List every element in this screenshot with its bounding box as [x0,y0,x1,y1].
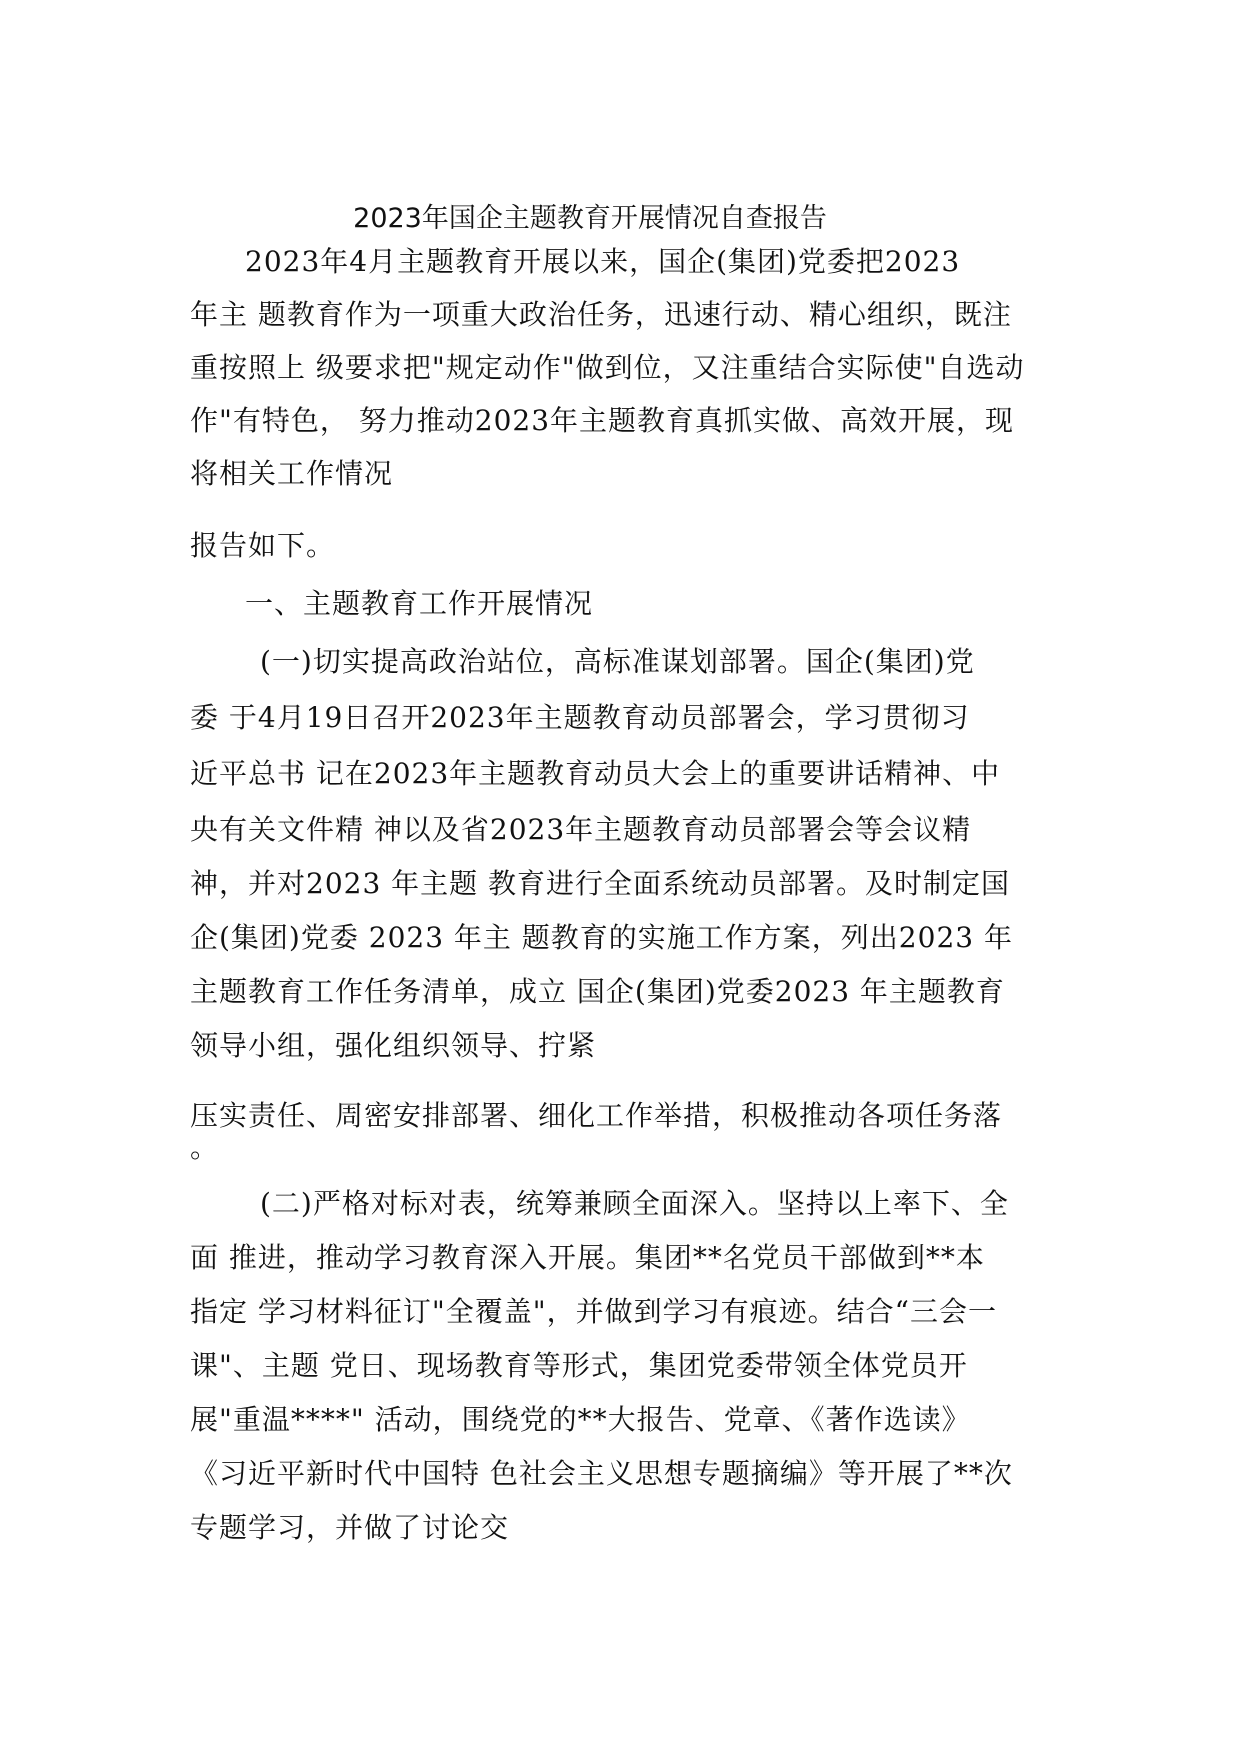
paragraph-line: 企(集团)党委 2023 年主 题教育的实施工作方案，列出2023 年 [190,921,1013,954]
document-title: 2023年国企主题教育开展情况自查报告 [353,203,827,234]
paragraph-line: (二)严格对标对表，统筹兼顾全面深入。坚持以上率下、全 [260,1187,1009,1220]
paragraph-line: 报告如下。 [190,529,336,562]
paragraph-line: 近平总书 记在2023年主题教育动员大会上的重要讲话精神、中 [190,757,1001,790]
paragraph-line: 课"、主题 党日、现场教育等形式，集团党委带领全体党员开 [190,1349,968,1382]
paragraph-line: 主题教育工作任务清单，成立 国企(集团)党委2023 年主题教育 [190,975,1005,1008]
paragraph-line: 展"重温****" 活动，围绕党的**大报告、党章、《著作选读》 [190,1403,971,1436]
paragraph-line: 。 [190,1131,220,1164]
paragraph-line: 面 推进，推动学习教育深入开展。集团**名党员干部做到**本 [190,1241,985,1274]
paragraph-line: 委 于4月19日召开2023年主题教育动员部署会，学习贯彻习 [190,701,970,734]
paragraph-line: 指定 学习材料征订"全覆盖"，并做到学习有痕迹。结合“三会一 [190,1295,997,1328]
paragraph-line: 将相关工作情况 [190,457,394,490]
paragraph-line: 压实责任、周密安排部署、细化工作举措，积极推动各项任务落 [190,1099,1003,1132]
paragraph-line: 专题学习，并做了讨论交 [190,1511,510,1544]
paragraph-line: 《习近平新时代中国特 色社会主义思想专题摘编》等开展了**次 [190,1457,1013,1490]
paragraph-line: 2023年4月主题教育开展以来，国企(集团)党委把2023 [245,245,961,278]
paragraph-line: 作"有特色， 努力推动2023年主题教育真抓实做、高效开展，现 [190,404,1015,437]
paragraph-line: 央有关文件精 神以及省2023年主题教育动员部署会等会议精 [190,813,972,846]
paragraph-line: 神，并对2023 年主题 教育进行全面系统动员部署。及时制定国 [190,867,1011,900]
paragraph-line: 重按照上 级要求把"规定动作"做到位，又注重结合实际使"自选动 [190,351,1025,384]
paragraph-line: (一)切实提高政治站位，高标准谋划部署。国企(集团)党 [260,645,975,678]
paragraph-line: 年主 题教育作为一项重大政治任务，迅速行动、精心组织，既注 [190,298,1012,331]
paragraph-line: 领导小组，强化组织领导、拧紧 [190,1029,597,1062]
section-heading: 一、主题教育工作开展情况 [245,587,594,620]
